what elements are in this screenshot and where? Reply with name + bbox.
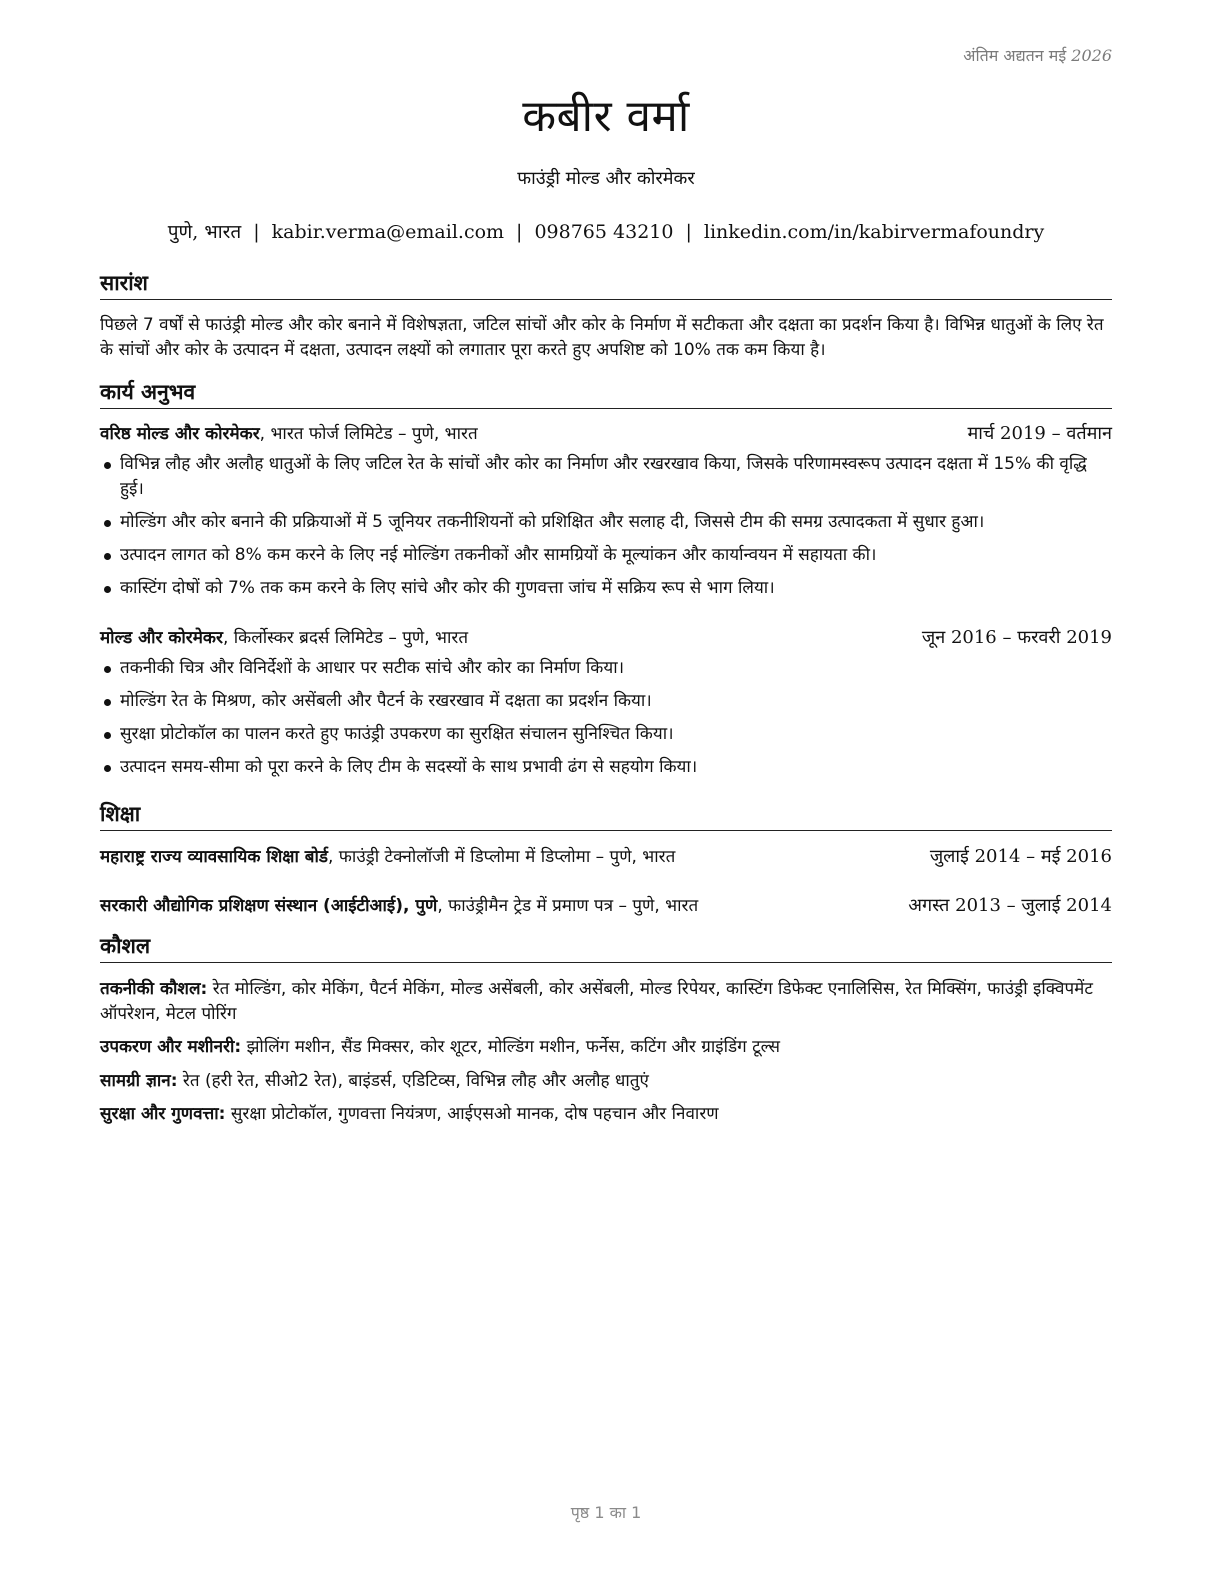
job-title: मोल्ड और कोरमेकर [100,628,223,648]
contact-phone: 098765 43210 [534,221,674,243]
job-role [100,422,478,446]
education-entry [100,845,675,869]
job-bullets [100,656,1112,788]
last-updated-year: 2026 [1071,46,1112,65]
summary-heading: सारांश [100,270,1112,300]
page-number: पृष्ठ 1 का 1 [570,1503,642,1522]
job-company: , किर्लोस्कर ब्रदर्स लिमिटेड – पुणे, भारत [222,628,469,648]
education-institution: महाराष्ट्र राज्य व्यावसायिक शिक्षा बोर्ड [100,847,328,867]
job-bullet: विभिन्न लौह और अलौह धातुओं के लिए जटिल रेत के सांचों और कोर का निर्माण और रखरखाव किया, जिसके परिणामस्वरूप उत्पादन दक्षता में 15% की वृद्धि हुई। [100,452,1112,502]
contact-line [100,218,1112,244]
education-dates: अगस्त 2013 – जुलाई 2014 [908,895,1112,916]
job-bullet: मोल्डिंग और कोर बनाने की प्रक्रियाओं में 5 जूनियर तकनीशियनों को प्रशिक्षित और सलाह दी, जिससे टीम की समग्र उत्पादकता में सुधार हुआ। [100,510,1112,535]
skills-heading: कौशल [100,933,1112,963]
job-bullets [100,452,1112,609]
education-institution: सरकारी औद्योगिक प्रशिक्षण संस्थान (आईटीआई), पुणे [100,896,438,916]
skill-label: तकनीकी कौशल: [100,979,208,999]
skill-text: सुरक्षा प्रोटोकॉल, गुणवत्ता नियंत्रण, आईएसओ मानक, दोष पहचान और निवारण [225,1104,719,1124]
summary-text: पिछले 7 वर्षों से फाउंड्री मोल्ड और कोर बनाने में विशेषज्ञता, जटिल सांचों और कोर के निर्माण में सटीकता और दक्षता का प्रदर्शन किया है। विभिन्न धातुओं के लिए रेत के सांचों और कोर के उत्पादन में दक्षता, उत्पादन लक्ष्यों को लगातार पूरा करते हुए अपशिष्ट को 10% तक कम किया है। [100,315,1104,360]
last-updated [963,44,1112,66]
job-bullet: कास्टिंग दोषों को 7% तक कम करने के लिए सांचे और कोर की गुणवत्ता जांच में सक्रिय रूप से भाग लिया। [100,576,1112,601]
skill-text: रेत मोल्डिंग, कोर मेकिंग, पैटर्न मेकिंग, मोल्ड असेंबली, कोर असेंबली, मोल्ड रिपेयर, कास्टिंग डिफेक्ट एनालिसिस, रेत मिक्सिंग, फाउंड्री इक्विपमेंट ऑपरेशन, मेटल पोरिंग [100,979,1093,1024]
resume-page [100,0,1112,1584]
skill-label: उपकरण और मशीनरी: [100,1037,242,1057]
job-bullet: उत्पादन लागत को 8% कम करने के लिए नई मोल्डिंग तकनीकों और सामग्रियों के मूल्यांकन और कार्यान्वयन में सहायता की। [100,543,1112,568]
education-detail: , फाउंड्री टेक्नोलॉजी में डिप्लोमा में डिप्लोमा – पुणे, भारत [328,847,676,867]
candidate-title: फाउंड्री मोल्ड और कोरमेकर [517,168,695,189]
candidate-name: कबीर वर्मा [522,91,690,142]
contact-location: पुणे, भारत [167,221,242,243]
education-item [100,894,1112,918]
job-title: वरिष्ठ मोल्ड और कोरमेकर [100,424,260,444]
skill-line [100,1035,1112,1060]
job-bullet: मोल्डिंग रेत के मिश्रण, कोर असेंबली और पैटर्न के रखरखाव में दक्षता का प्रदर्शन किया। [100,689,1112,714]
education-item [100,845,1112,869]
job-role [100,626,468,650]
experience-heading: कार्य अनुभव [100,379,1112,409]
education-heading: शिक्षा [100,801,1112,831]
contact-separator: | [253,221,260,243]
job-bullet: सुरक्षा प्रोटोकॉल का पालन करते हुए फाउंड्री उपकरण का सुरक्षित संचालन सुनिश्चित किया। [100,722,1112,747]
education-entry [100,894,698,918]
last-updated-label: अंतिम अद्यतन मई [963,46,1067,65]
job-bullet: तकनीकी चित्र और विनिर्देशों के आधार पर सटीक सांचे और कोर का निर्माण किया। [100,656,1112,681]
job-header [100,422,1112,446]
contact-separator: | [685,221,692,243]
skill-line [100,1069,1112,1094]
education-detail: , फाउंड्रीमैन ट्रेड में प्रमाण पत्र – पुणे, भारत [437,896,699,916]
skill-text: रेत (हरी रेत, सीओ2 रेत), बाइंडर्स, एडिटिव्स, विभिन्न लौह और अलौह धातुएं [177,1071,649,1091]
skill-label: सुरक्षा और गुणवत्ता: [100,1104,226,1124]
contact-separator: | [516,221,523,243]
job-company: , भारत फोर्ज लिमिटेड – पुणे, भारत [259,424,478,444]
contact-linkedin[interactable]: linkedin.com/in/kabirvermafoundry [703,221,1045,243]
skill-label: सामग्री ज्ञान: [100,1071,178,1091]
education-dates: जुलाई 2014 – मई 2016 [929,846,1112,867]
skill-line [100,1102,1112,1127]
skill-line [100,977,1112,1027]
job-dates: जून 2016 – फरवरी 2019 [921,627,1112,648]
job-dates: मार्च 2019 – वर्तमान [967,423,1112,444]
contact-email[interactable]: kabir.verma@email.com [271,221,505,243]
job-bullet: उत्पादन समय-सीमा को पूरा करने के लिए टीम के सदस्यों के साथ प्रभावी ढंग से सहयोग किया। [100,755,1112,780]
job-header [100,626,1112,650]
skill-text: झोलिंग मशीन, सैंड मिक्सर, कोर शूटर, मोल्डिंग मशीन, फर्नेस, कटिंग और ग्राइंडिंग टूल्स [241,1037,781,1057]
